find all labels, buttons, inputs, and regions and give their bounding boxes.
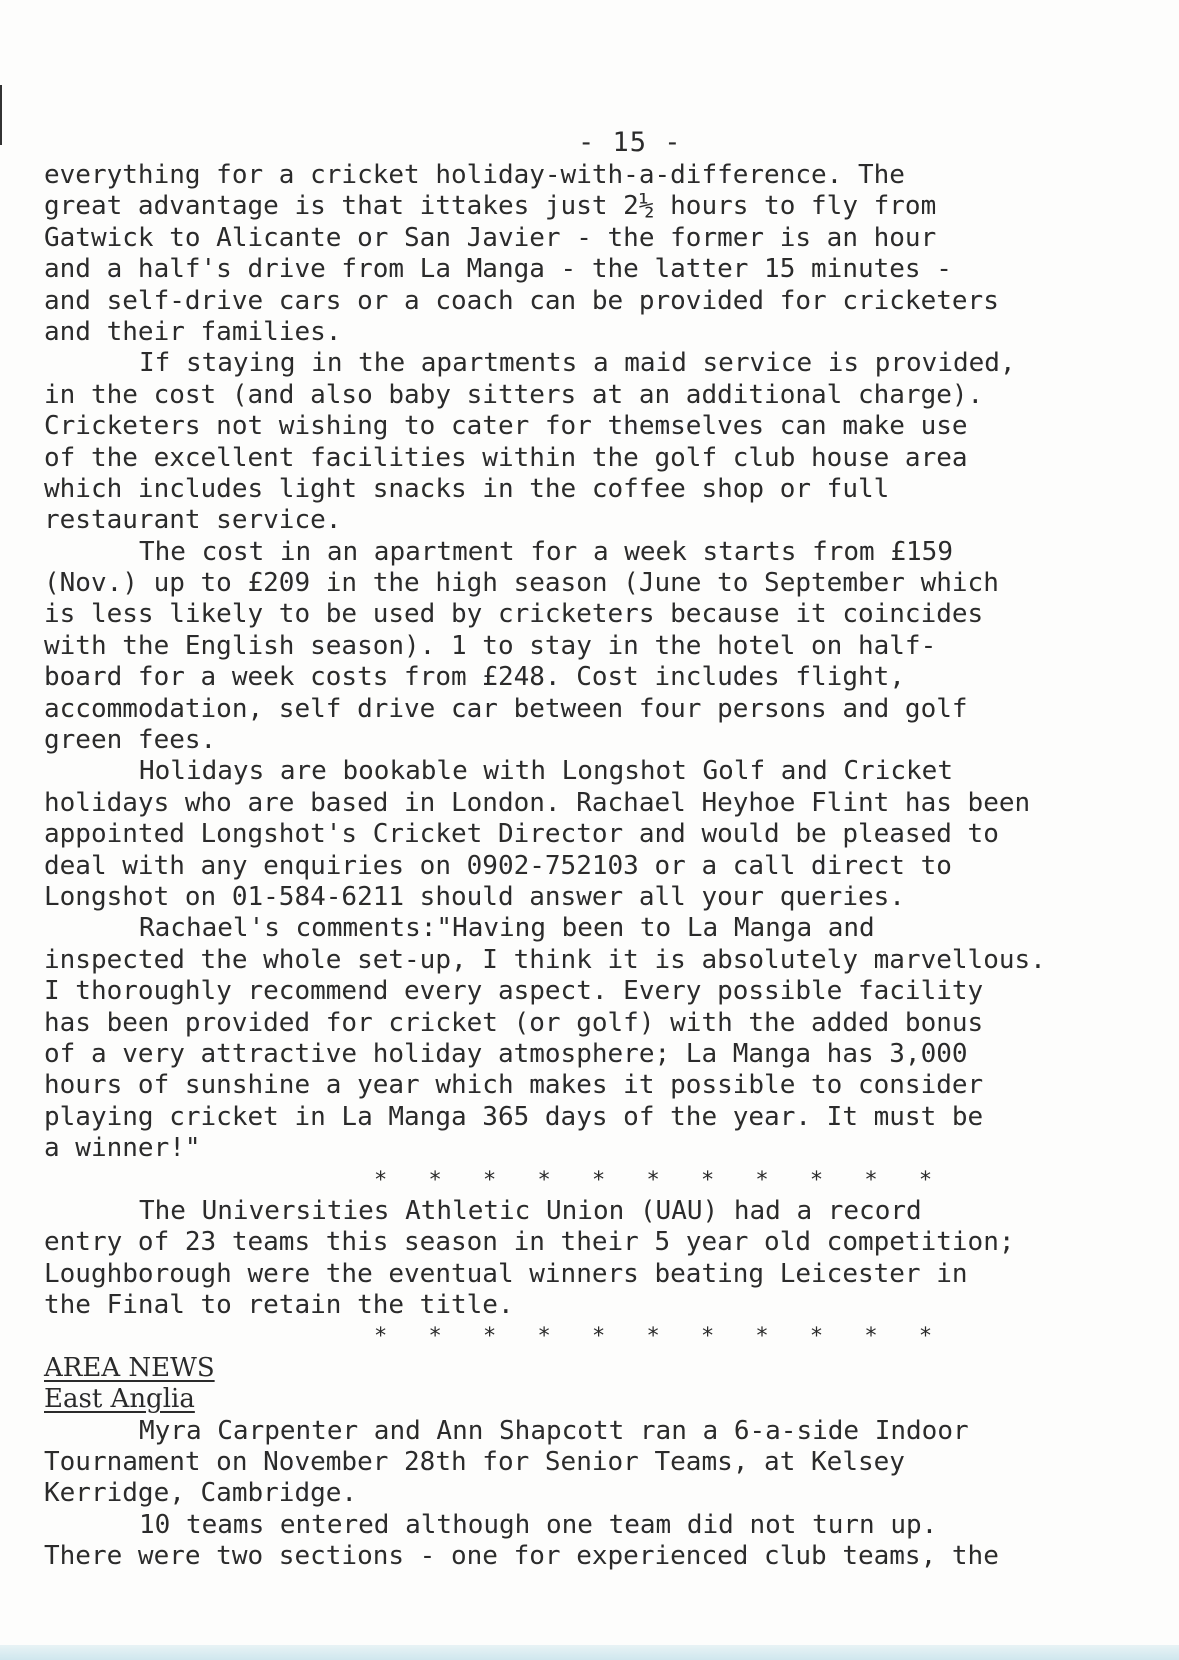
text-line: has been provided for cricket (or golf) with the added bonus bbox=[44, 1007, 984, 1038]
text-line: the Final to retain the title. bbox=[44, 1290, 514, 1321]
page-number: - 15 - bbox=[578, 127, 682, 158]
text-line: board for a week costs from £248. Cost includes flight, bbox=[44, 662, 905, 693]
text-line: Myra Carpenter and Ann Shapcott ran a 6-a-side Indoor bbox=[139, 1415, 969, 1446]
section-heading: AREA NEWS bbox=[44, 1352, 215, 1383]
scan-bottom-edge bbox=[0, 1645, 1179, 1660]
text-line: accommodation, self drive car between four persons and golf bbox=[44, 693, 968, 724]
text-line: is less likely to be used by cricketers because it coincides bbox=[44, 599, 984, 630]
text-line: and their families. bbox=[44, 316, 342, 347]
text-line: deal with any enquiries on 0902-752103 or a call direct to bbox=[44, 850, 952, 881]
text-line: entry of 23 teams this season in their 5 year old competition; bbox=[44, 1227, 1015, 1258]
text-line: restaurant service. bbox=[44, 505, 342, 536]
text-line: and self-drive cars or a coach can be provided for cricketers bbox=[44, 285, 999, 316]
text-line: Loughborough were the eventual winners beating Leicester in bbox=[44, 1258, 968, 1289]
text-line: The Universities Athletic Union (UAU) had a record bbox=[139, 1195, 922, 1226]
section-separator: * * * * * * * * * * * bbox=[374, 1324, 947, 1350]
text-line: of the excellent facilities within the golf club house area bbox=[44, 442, 968, 473]
text-line: 10 teams entered although one team did not turn up. bbox=[139, 1509, 938, 1540]
text-line: I thoroughly recommend every aspect. Every possible facility bbox=[44, 976, 984, 1007]
text-line: If staying in the apartments a maid service is provided, bbox=[139, 348, 1016, 379]
text-line: a winner!" bbox=[44, 1133, 201, 1164]
text-line: The cost in an apartment for a week starts from £159 bbox=[139, 536, 953, 567]
text-line: playing cricket in La Manga 365 days of the year. It must be bbox=[44, 1101, 984, 1132]
text-line: There were two sections - one for experienced club teams, the bbox=[44, 1541, 999, 1572]
body-text bbox=[44, 160, 1154, 1573]
text-line: Kerridge, Cambridge. bbox=[44, 1478, 358, 1509]
left-margin-rule bbox=[0, 85, 2, 145]
text-line: Holidays are bookable with Longshot Golf and Cricket bbox=[139, 756, 953, 787]
text-line: holidays who are based in London. Rachael Heyhoe Flint has been bbox=[44, 787, 1031, 818]
text-line: of a very attractive holiday atmosphere; La Manga has 3,000 bbox=[44, 1038, 968, 1069]
text-line: Rachael's comments:"Having been to La Manga and bbox=[139, 913, 875, 944]
text-line: Longshot on 01-584-6211 should answer all your queries. bbox=[44, 881, 905, 912]
text-line: everything for a cricket holiday-with-a-difference. The bbox=[44, 160, 905, 190]
text-line: green fees. bbox=[44, 725, 217, 756]
text-line: which includes light snacks in the coffee shop or full bbox=[44, 473, 890, 504]
text-line: hours of sunshine a year which makes it possible to consider bbox=[44, 1070, 984, 1101]
text-line: Gatwick to Alicante or San Javier - the former is an hour bbox=[44, 222, 937, 253]
text-line: in the cost (and also baby sitters at an additional charge). bbox=[44, 379, 984, 410]
text-line: appointed Longshot's Cricket Director and would be pleased to bbox=[44, 819, 999, 850]
text-line: inspected the whole set-up, I think it is absolutely marvellous. bbox=[44, 944, 1046, 975]
text-line: great advantage is that ittakes just 2½ hours to fly from bbox=[44, 191, 937, 222]
section-separator: * * * * * * * * * * * bbox=[374, 1167, 947, 1193]
text-line: Tournament on November 28th for Senior Teams, at Kelsey bbox=[44, 1447, 905, 1478]
subsection-heading: East Anglia bbox=[44, 1384, 195, 1415]
text-line: and a half's drive from La Manga - the latter 15 minutes - bbox=[44, 254, 952, 285]
text-line: with the English season). 1 to stay in the hotel on half- bbox=[44, 630, 937, 661]
text-line: Cricketers not wishing to cater for themselves can make use bbox=[44, 411, 968, 442]
text-line: (Nov.) up to £209 in the high season (June to September which bbox=[44, 568, 999, 599]
